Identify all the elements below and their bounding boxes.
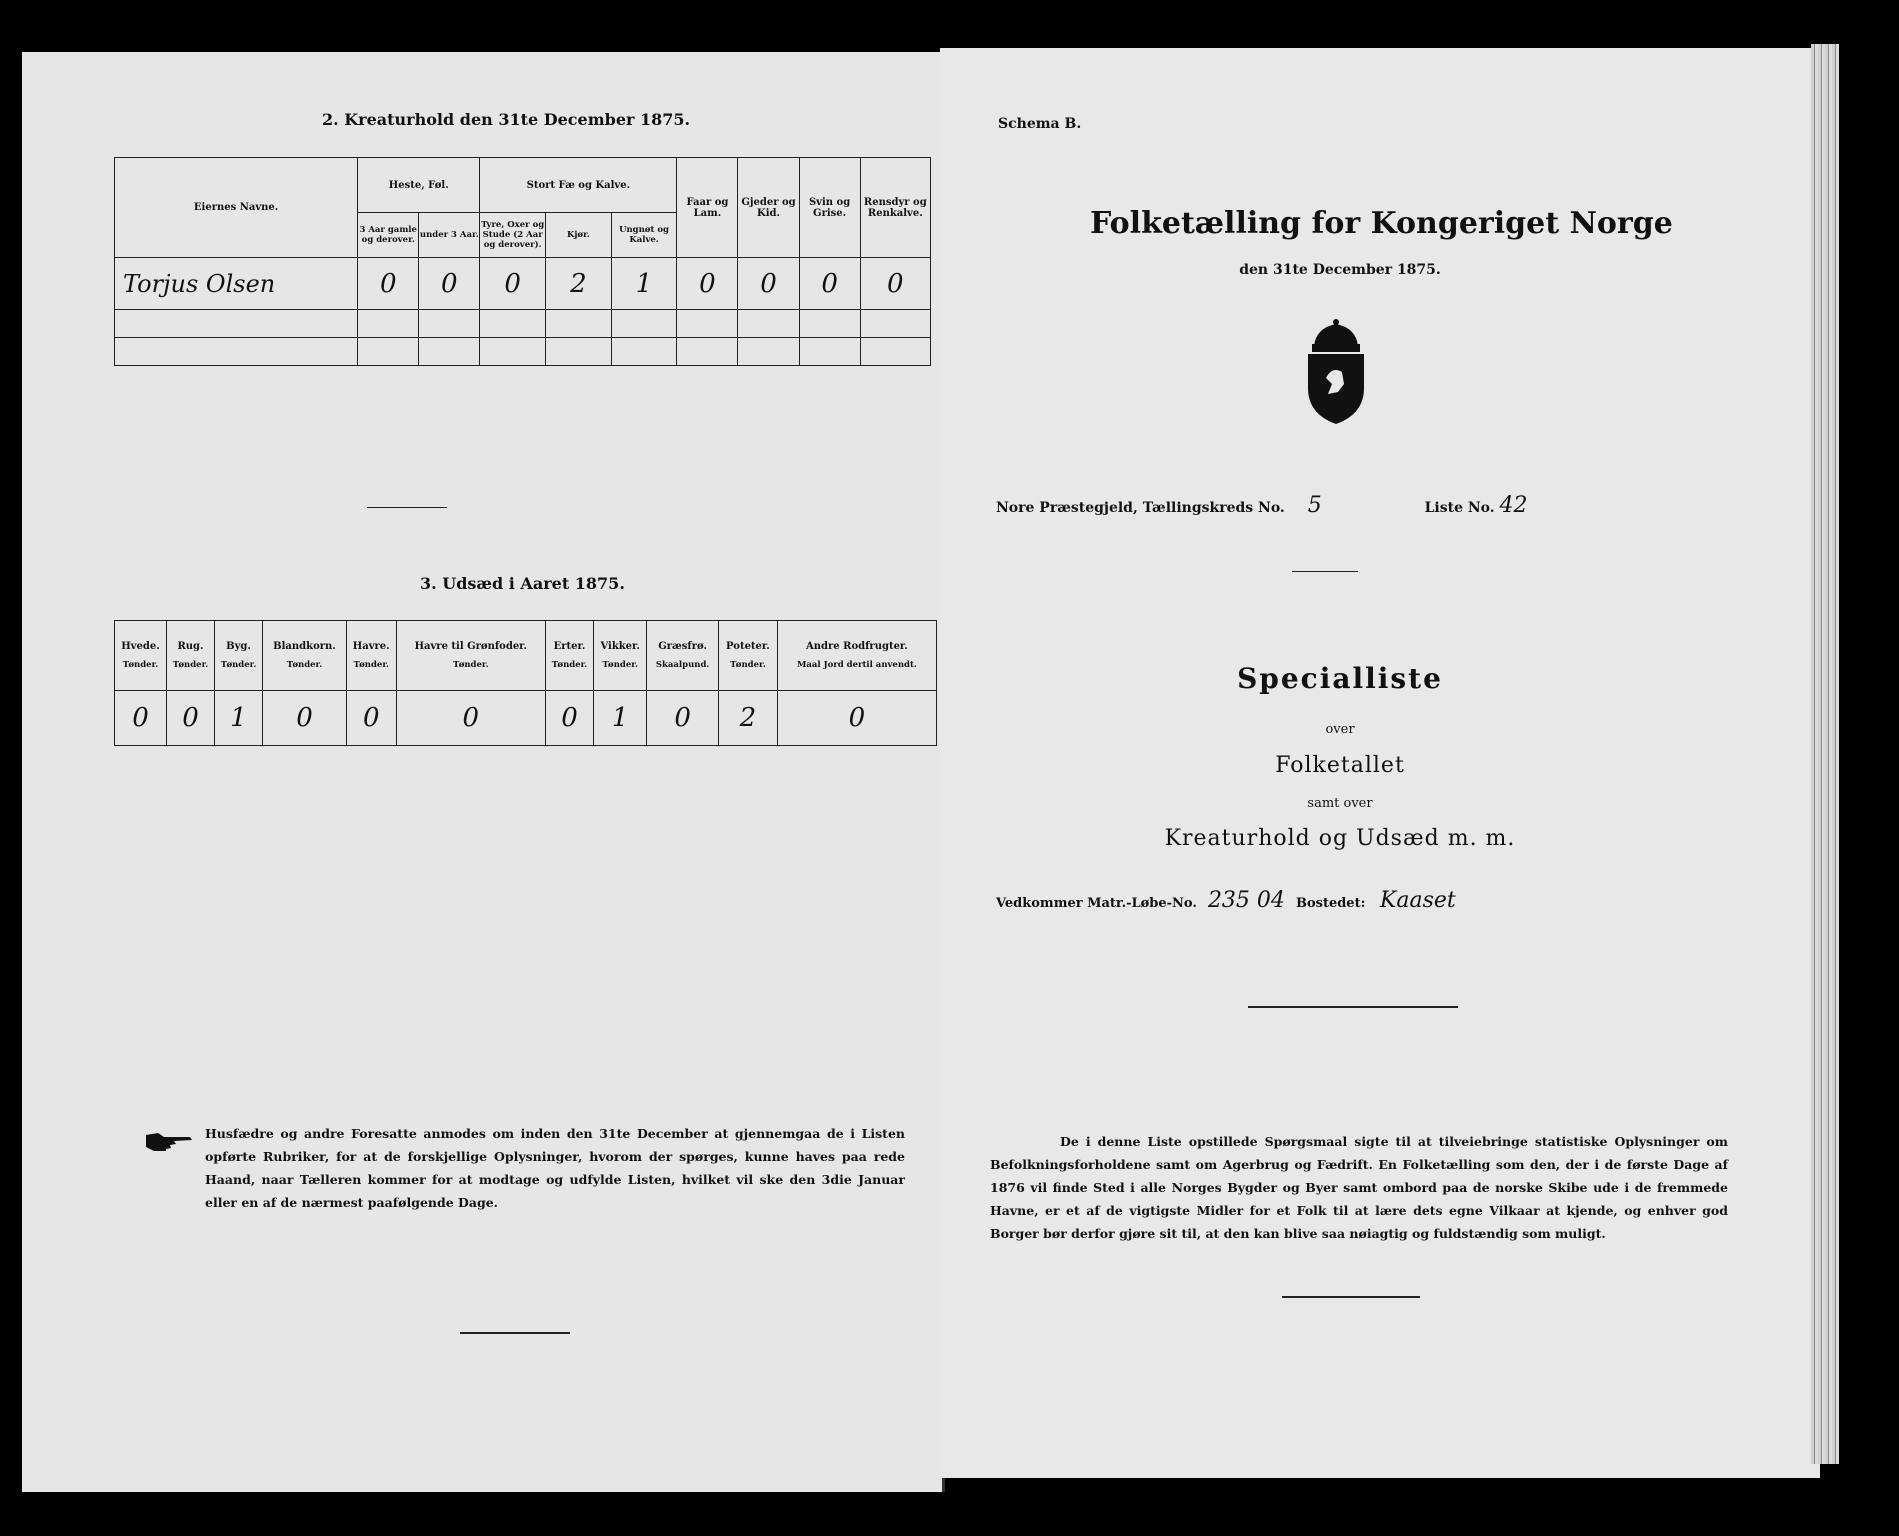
seed-unit-label: Maal Jord dertil anvendt. [796,660,917,670]
list-number: 42 [1499,493,1528,518]
divider [1248,1006,1458,1008]
seed-crop-label: Erter. [553,641,586,652]
parish-line [996,493,1528,518]
samt-over-text: samt over [1307,796,1373,811]
livestock-value: 2 [546,258,612,310]
sheep-header: Faar og Lam. [677,158,738,258]
right-page [940,48,1820,1478]
seed-header [777,621,936,691]
seed-unit-label: Tønder. [172,660,209,670]
bottom-divider [1282,1296,1420,1298]
kreaturhold-text: Kreaturhold og Udsæd m. m. [1164,826,1516,851]
seed-unit-label: Tønder. [730,660,766,670]
seed-header [718,621,777,691]
seed-header [263,621,347,691]
livestock-value: 0 [358,258,419,310]
divider [1292,571,1358,572]
seed-value: 1 [215,691,263,746]
seed-value: 2 [718,691,777,746]
reindeer-header: Rensdyr og Renkalve. [860,158,930,258]
seed-crop-label: Andre Rodfrugter. [806,641,908,652]
folketallet-text: Folketallet [1275,753,1405,778]
seed-header [346,621,396,691]
notice-text: Husfædre og andre Foresatte anmodes om inden den 31te December at gjennemgaa de i Listen opførte Rubriker, for at de forskjellige Oplysninger, hvorom der spørges, kunne haves paa rede Haand, naar Tælleren kommer for at modtage og udfylde Listen, hvilket vil ske den 3die Januar eller en af de nærmest paafølgende Dage. [205,1126,905,1210]
divider [367,507,447,508]
owner-header: Eiernes Navne. [115,158,358,258]
seed-value: 0 [545,691,593,746]
census-title: Folketælling for Kongeriget Norge [1090,206,1673,241]
over-text: over [1325,722,1355,737]
bosted-value: Kaaset [1379,888,1456,913]
livestock-heading: 2. Kreaturhold den 31te December 1875. [322,110,691,129]
census-explanation: De i denne Liste opstillede Spørgsmaal sigte til at tilveiebringe statistiske Oplysninger om Befolkningsforholdene samt om Agerbrug og Fædrift. En Folketælling som den, der i de første Dage af 1876 vil finde Sted i alle Norges Bygder og Byer samt ombord paa de norske Skibe ude i de fremmede Havne, er et af de vigtigste Midler for et Folk til at lære dets egne Vilkaar at kjende, og enhver god Borger bør derfor gjøre sit til, at den kan blive saa nøiagtig og fuldstændig som muligt. [990,1134,1728,1241]
livestock-value: 0 [677,258,738,310]
horses-young-header: under 3 Aar. [419,213,480,258]
seed-crop-label: Blandkorn. [273,641,336,652]
seed-crop-label: Byg. [226,641,251,652]
horses-header: Heste, Føl. [358,158,480,213]
cattle-header: Stort Fæ og Kalve. [480,158,677,213]
seed-header [215,621,263,691]
page-edge-stack [1811,44,1839,1464]
parish-label: Nore Præstegjeld, Tællingskreds No. [996,500,1285,516]
matrikkel-line [996,888,1456,913]
cows-header: Kjør. [546,213,612,258]
seed-crop-label: Havre til Grønfoder. [414,641,528,652]
seed-crop-label: Hvede. [121,641,160,652]
seed-unit-label: Tønder. [453,660,489,670]
specialliste-title: Specialliste [1237,662,1443,695]
livestock-value: 0 [738,258,799,310]
seed-header [166,621,214,691]
horses-old-header: 3 Aar gamle og derover. [358,213,419,258]
seed-value: 1 [594,691,647,746]
seed-header [594,621,647,691]
bottom-divider [460,1332,570,1334]
seed-value: 0 [346,691,396,746]
owner-name: Torjus Olsen [115,258,358,310]
seed-header [396,621,545,691]
seed-value: 0 [396,691,545,746]
livestock-value: 0 [419,258,480,310]
seed-crop-label: Poteter. [726,641,770,652]
livestock-value: 0 [480,258,546,310]
seed-unit-label: Tønder. [602,660,638,670]
matr-label: Vedkommer Matr.-Løbe-No. [996,896,1197,911]
livestock-table [114,157,931,366]
calves-header: Ungnøt og Kalve. [611,213,677,258]
seed-crop-label: Havre. [352,641,390,652]
pigs-header: Svin og Grise. [799,158,860,258]
seed-unit-label: Tønder. [551,660,588,670]
pointing-hand-icon [144,1129,194,1153]
bosted-label: Bostedet: [1295,896,1366,911]
seed-value: 0 [263,691,347,746]
seed-crop-label: Rug. [177,641,204,652]
seed-value: 0 [647,691,719,746]
left-page [22,52,945,1492]
seed-heading: 3. Udsæd i Aaret 1875. [420,574,625,593]
seed-table [114,620,937,746]
schema-label: Schema B. [998,116,1082,132]
bulls-header: Tyre, Oxer og Stude (2 Aar og derover). [480,213,546,258]
seed-header [647,621,719,691]
census-date: den 31te December 1875. [1239,262,1441,278]
seed-unit-label: Skaalpund. [655,660,710,670]
seed-unit-label: Tønder. [286,660,323,670]
seed-unit-label: Tønder. [122,660,159,670]
seed-header [545,621,593,691]
district-number: 5 [1307,493,1322,518]
seed-unit-label: Tønder. [353,660,389,670]
seed-value: 0 [115,691,167,746]
seed-crop-label: Vikker. [600,641,640,652]
seed-value: 0 [166,691,214,746]
norwegian-coat-of-arms-icon [1298,318,1374,426]
seed-value: 0 [777,691,936,746]
livestock-value: 0 [860,258,930,310]
matr-number: 235 04 [1207,888,1285,913]
seed-header [115,621,167,691]
livestock-value: 0 [799,258,860,310]
seed-crop-label: Græsfrø. [658,641,707,652]
livestock-value: 1 [611,258,677,310]
seed-unit-label: Tønder. [220,660,257,670]
list-label: Liste No. [1424,500,1495,516]
goats-header: Gjeder og Kid. [738,158,799,258]
